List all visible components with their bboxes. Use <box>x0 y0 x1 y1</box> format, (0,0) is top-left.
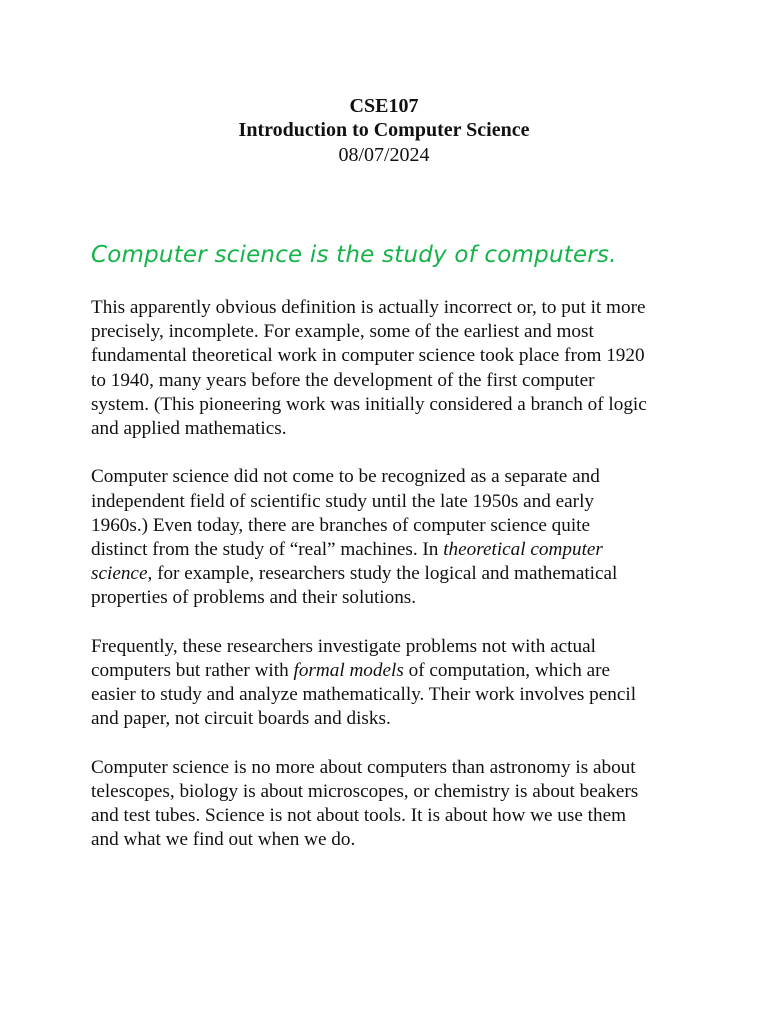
paragraph-4 <box>91 756 691 853</box>
paragraph-4-line-1: Computer science is no more about computers than astronomy is about <box>91 756 636 778</box>
paragraph-2-line-3: 1960s.) Even today, there are branches of computer science quite <box>91 514 591 536</box>
paragraph-1 <box>91 296 691 441</box>
emphasis-formal-models: formal models <box>293 660 404 682</box>
paragraph-3-line-3: easier to study and analyze mathematically. Their work involves pencil <box>91 684 637 706</box>
course-code: CSE107 <box>349 95 419 117</box>
paragraph-1-line-4: to 1940, many years before the development of the first computer <box>91 369 595 391</box>
paragraph-3-line-1: Frequently, these researchers investigate problems not with actual <box>91 635 596 657</box>
paragraph-1-line-5: system. (This pioneering work was initially considered a branch of logic <box>91 393 647 415</box>
document-header <box>0 94 768 168</box>
paragraph-3-line-2-rest: of computation, which are <box>403 660 611 682</box>
paragraph-1-line-1: This apparently obvious definition is actually incorrect or, to put it more <box>91 297 646 318</box>
paragraph-2-line-1: Computer science did not come to be recognized as a separate and <box>91 466 600 488</box>
headline: Computer science is the study of computers. <box>91 242 617 268</box>
paragraph-2-line-6: properties of problems and their solutions. <box>91 587 417 609</box>
paragraph-3-line-2-start: computers but rather with <box>91 660 294 682</box>
paragraph-4-line-4: and what we find out when we do. <box>91 829 356 851</box>
paragraph-1-line-3: fundamental theoretical work in computer science took place from 1920 <box>91 345 645 367</box>
paragraph-4-line-2: telescopes, biology is about microscopes, or chemistry is about beakers <box>91 781 639 803</box>
paragraph-3 <box>91 635 691 732</box>
emphasis-science: science <box>91 563 148 585</box>
emphasis-theoretical-computer: theoretical computer <box>443 539 603 561</box>
paragraph-2 <box>91 465 691 610</box>
paragraph-2-line-2: independent field of scientific study until the late 1950s and early <box>91 490 594 512</box>
paragraph-4-line-3: and test tubes. Science is not about tools. It is about how we use them <box>91 805 627 827</box>
paragraph-2-line-4-text: distinct from the study of “real” machines. In <box>91 539 444 561</box>
course-title: Introduction to Computer Science <box>238 119 530 141</box>
document-body <box>91 296 691 877</box>
paragraph-1-line-2: precisely, incomplete. For example, some of the earliest and most <box>91 321 594 343</box>
paragraph-3-line-4: and paper, not circuit boards and disks. <box>91 708 391 730</box>
paragraph-1-line-6: and applied mathematics. <box>91 418 287 440</box>
document-date: 08/07/2024 <box>338 144 430 166</box>
paragraph-2-line-5-text: , for example, researchers study the logical and mathematical <box>147 563 618 585</box>
